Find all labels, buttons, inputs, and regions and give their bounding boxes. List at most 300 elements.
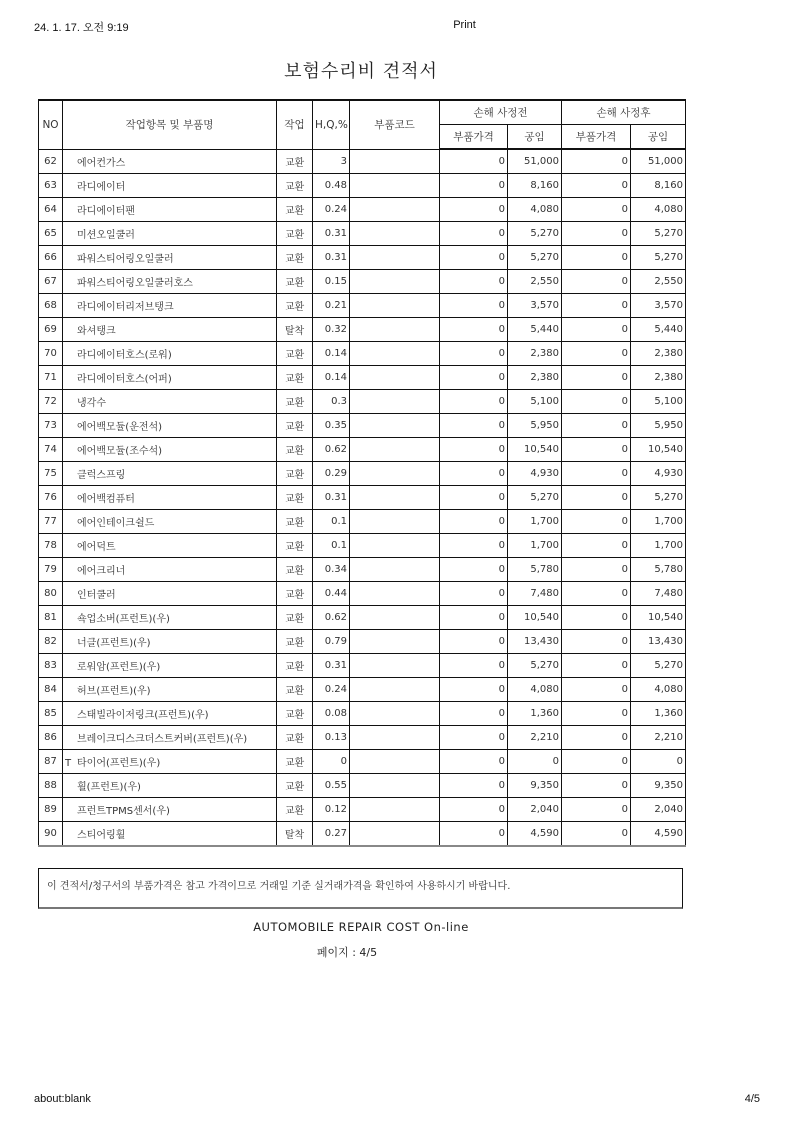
- row-before-labor: 5,270: [508, 486, 562, 510]
- row-after-part-price: 0: [562, 534, 631, 558]
- row-name: [63, 822, 277, 847]
- row-hq: 0: [313, 750, 350, 774]
- row-after-labor: 5,270: [631, 246, 686, 270]
- row-after-labor: 5,950: [631, 414, 686, 438]
- table-row: [39, 702, 686, 726]
- row-no: 62: [39, 149, 63, 174]
- row-no: 85: [39, 702, 63, 726]
- header-item-name: 작업항목 및 부품명: [63, 100, 277, 149]
- row-hq: 0.44: [313, 582, 350, 606]
- row-item-name: 스티어링휠: [77, 830, 126, 841]
- row-before-labor: 10,540: [508, 606, 562, 630]
- row-before-labor: 2,550: [508, 270, 562, 294]
- row-part-code: [350, 366, 440, 390]
- table-row: [39, 558, 686, 582]
- row-after-labor: 51,000: [631, 149, 686, 174]
- row-hq: 0.34: [313, 558, 350, 582]
- row-work: 탈착: [277, 318, 313, 342]
- row-name: [63, 462, 277, 486]
- row-work: 교환: [277, 630, 313, 654]
- row-part-code: [350, 678, 440, 702]
- row-work: 교환: [277, 246, 313, 270]
- row-before-part-price: 0: [440, 798, 508, 822]
- row-after-part-price: 0: [562, 582, 631, 606]
- row-part-code: [350, 726, 440, 750]
- row-name: [63, 198, 277, 222]
- row-after-labor: 9,350: [631, 774, 686, 798]
- row-after-part-price: 0: [562, 678, 631, 702]
- table-row: [39, 438, 686, 462]
- row-after-part-price: 0: [562, 462, 631, 486]
- row-before-part-price: 0: [440, 174, 508, 198]
- row-hq: 0.08: [313, 702, 350, 726]
- row-part-code: [350, 822, 440, 847]
- row-item-name: 클럭스프링: [77, 470, 126, 481]
- row-before-labor: 2,380: [508, 342, 562, 366]
- row-name: [63, 246, 277, 270]
- header-work: 작업: [277, 100, 313, 149]
- estimate-table: [38, 99, 686, 847]
- row-work: 교환: [277, 606, 313, 630]
- row-part-code: [350, 558, 440, 582]
- table-row: [39, 630, 686, 654]
- row-after-labor: 8,160: [631, 174, 686, 198]
- row-before-part-price: 0: [440, 654, 508, 678]
- row-no: 72: [39, 390, 63, 414]
- table-row: [39, 222, 686, 246]
- row-item-name: 에어덕트: [77, 542, 116, 553]
- row-no: 75: [39, 462, 63, 486]
- row-name: [63, 678, 277, 702]
- row-before-part-price: 0: [440, 414, 508, 438]
- row-item-name: 에어인테이크쉴드: [77, 518, 155, 529]
- row-item-name: 파워스티어링오일쿨러호스: [77, 278, 193, 289]
- row-before-labor: 51,000: [508, 149, 562, 174]
- row-part-code: [350, 774, 440, 798]
- row-hq: 0.79: [313, 630, 350, 654]
- row-after-part-price: 0: [562, 318, 631, 342]
- row-name: [63, 366, 277, 390]
- row-before-part-price: 0: [440, 774, 508, 798]
- table-row: [39, 510, 686, 534]
- row-before-part-price: 0: [440, 294, 508, 318]
- row-hq: 0.29: [313, 462, 350, 486]
- row-no: 67: [39, 270, 63, 294]
- row-work: 교환: [277, 798, 313, 822]
- row-no: 77: [39, 510, 63, 534]
- row-item-name: 허브(프런트)(우): [77, 686, 151, 697]
- row-name: [63, 390, 277, 414]
- row-work: 교환: [277, 462, 313, 486]
- table-row: [39, 414, 686, 438]
- row-after-labor: 5,270: [631, 654, 686, 678]
- row-after-part-price: 0: [562, 366, 631, 390]
- row-before-part-price: 0: [440, 510, 508, 534]
- row-name: [63, 438, 277, 462]
- table-row: [39, 246, 686, 270]
- row-name: [63, 294, 277, 318]
- row-part-code: [350, 462, 440, 486]
- row-work: 교환: [277, 582, 313, 606]
- row-no: 68: [39, 294, 63, 318]
- table-row: [39, 366, 686, 390]
- row-item-name: 라디에이터: [77, 182, 126, 193]
- header-after-part-price: 부품가격: [562, 125, 631, 150]
- row-item-name: 에어컨가스: [77, 157, 126, 169]
- price-notice: 이 견적서/청구서의 부품가격은 참고 가격이므로 거래일 기준 실거래가격을 확인하여 사용하시기 바랍니다.: [38, 868, 683, 909]
- row-name: [63, 534, 277, 558]
- row-after-part-price: 0: [562, 294, 631, 318]
- row-before-part-price: 0: [440, 534, 508, 558]
- row-hq: 0.27: [313, 822, 350, 847]
- row-after-part-price: 0: [562, 486, 631, 510]
- row-hq: 0.35: [313, 414, 350, 438]
- row-work: 교환: [277, 366, 313, 390]
- row-part-code: [350, 534, 440, 558]
- print-url: about:blank: [34, 1093, 91, 1105]
- table-row: [39, 149, 686, 174]
- row-after-labor: 0: [631, 750, 686, 774]
- row-item-name: 에어백컴퓨터: [77, 494, 135, 505]
- table-row: [39, 270, 686, 294]
- row-work: 교환: [277, 149, 313, 174]
- row-hq: 0.31: [313, 486, 350, 510]
- row-work: 교환: [277, 390, 313, 414]
- row-item-name: 프런트TPMS센서(우): [77, 806, 170, 817]
- row-no: 80: [39, 582, 63, 606]
- header-after-assessment: 손해 사정후: [562, 100, 686, 125]
- row-part-code: [350, 630, 440, 654]
- row-mark: T: [65, 758, 72, 769]
- row-after-part-price: 0: [562, 198, 631, 222]
- table-row: [39, 198, 686, 222]
- row-work: 교환: [277, 198, 313, 222]
- row-before-labor: 5,100: [508, 390, 562, 414]
- row-after-part-price: 0: [562, 438, 631, 462]
- row-before-labor: 2,380: [508, 366, 562, 390]
- row-before-part-price: 0: [440, 486, 508, 510]
- row-name: [63, 606, 277, 630]
- row-after-part-price: 0: [562, 174, 631, 198]
- row-before-part-price: 0: [440, 198, 508, 222]
- row-item-name: 브레이크디스크더스트커버(프런트)(우): [77, 734, 248, 745]
- row-work: 교환: [277, 174, 313, 198]
- row-hq: 0.48: [313, 174, 350, 198]
- row-work: 교환: [277, 486, 313, 510]
- row-after-part-price: 0: [562, 222, 631, 246]
- row-before-labor: 4,930: [508, 462, 562, 486]
- row-no: 82: [39, 630, 63, 654]
- row-name: [63, 270, 277, 294]
- row-hq: 0.1: [313, 534, 350, 558]
- row-name: [63, 630, 277, 654]
- row-after-labor: 4,590: [631, 822, 686, 847]
- row-after-part-price: 0: [562, 342, 631, 366]
- print-datetime: 24. 1. 17. 오전 9:19: [34, 22, 129, 34]
- row-before-part-price: 0: [440, 149, 508, 174]
- row-hq: 0.32: [313, 318, 350, 342]
- row-part-code: [350, 606, 440, 630]
- row-before-labor: 8,160: [508, 174, 562, 198]
- table-row: [39, 750, 686, 774]
- row-work: 교환: [277, 678, 313, 702]
- row-hq: 0.1: [313, 510, 350, 534]
- row-no: 84: [39, 678, 63, 702]
- row-after-labor: 13,430: [631, 630, 686, 654]
- row-part-code: [350, 246, 440, 270]
- row-work: 교환: [277, 438, 313, 462]
- header-part-code: 부품코드: [350, 100, 440, 149]
- row-item-name: 라디에이터팬: [77, 206, 135, 217]
- row-part-code: [350, 198, 440, 222]
- row-work: 교환: [277, 750, 313, 774]
- row-hq: 0.14: [313, 366, 350, 390]
- row-before-labor: 0: [508, 750, 562, 774]
- row-after-labor: 2,210: [631, 726, 686, 750]
- row-hq: 0.24: [313, 678, 350, 702]
- row-name: [63, 654, 277, 678]
- row-item-name: 너클(프런트)(우): [77, 638, 151, 649]
- row-no: 78: [39, 534, 63, 558]
- row-before-labor: 5,440: [508, 318, 562, 342]
- row-no: 70: [39, 342, 63, 366]
- row-name: [63, 342, 277, 366]
- row-name: [63, 798, 277, 822]
- row-before-labor: 5,270: [508, 654, 562, 678]
- row-name: [63, 414, 277, 438]
- row-item-name: 와셔탱크: [77, 326, 116, 337]
- row-work: 교환: [277, 270, 313, 294]
- row-item-name: 휠(프런트)(우): [77, 782, 141, 793]
- row-after-labor: 5,100: [631, 390, 686, 414]
- row-name: [63, 149, 277, 174]
- row-after-labor: 3,570: [631, 294, 686, 318]
- row-after-labor: 2,380: [631, 342, 686, 366]
- table-row: [39, 798, 686, 822]
- table-row: [39, 294, 686, 318]
- row-before-labor: 4,590: [508, 822, 562, 847]
- row-part-code: [350, 390, 440, 414]
- brand-footer: AUTOMOBILE REPAIR COST On-line: [253, 920, 469, 934]
- row-name: [63, 318, 277, 342]
- row-name: [63, 486, 277, 510]
- table-row: [39, 534, 686, 558]
- row-item-name: 라디에이터호스(어퍼): [77, 374, 172, 385]
- row-part-code: [350, 798, 440, 822]
- row-part-code: [350, 702, 440, 726]
- row-before-part-price: 0: [440, 270, 508, 294]
- row-item-name: 스태빌라이저링크(프런트)(우): [77, 710, 209, 721]
- row-before-labor: 1,700: [508, 534, 562, 558]
- row-after-labor: 4,080: [631, 198, 686, 222]
- row-work: 교환: [277, 510, 313, 534]
- row-part-code: [350, 342, 440, 366]
- row-work: 교환: [277, 558, 313, 582]
- row-before-labor: 4,080: [508, 678, 562, 702]
- row-name: [63, 750, 277, 774]
- row-before-labor: 10,540: [508, 438, 562, 462]
- row-part-code: [350, 270, 440, 294]
- row-before-part-price: 0: [440, 246, 508, 270]
- row-work: 교환: [277, 342, 313, 366]
- row-hq: 0.15: [313, 270, 350, 294]
- row-after-part-price: 0: [562, 798, 631, 822]
- row-part-code: [350, 149, 440, 174]
- row-hq: 0.21: [313, 294, 350, 318]
- row-after-labor: 2,550: [631, 270, 686, 294]
- table-row: [39, 774, 686, 798]
- row-item-name: 쇽업소버(프런트)(우): [77, 614, 170, 625]
- table-row: [39, 342, 686, 366]
- row-hq: 0.3: [313, 390, 350, 414]
- row-no: 76: [39, 486, 63, 510]
- row-hq: 0.14: [313, 342, 350, 366]
- row-before-part-price: 0: [440, 582, 508, 606]
- row-no: 79: [39, 558, 63, 582]
- row-before-labor: 1,700: [508, 510, 562, 534]
- row-after-labor: 2,040: [631, 798, 686, 822]
- row-after-labor: 4,080: [631, 678, 686, 702]
- row-item-name: 에어크리너: [77, 566, 126, 577]
- row-after-part-price: 0: [562, 630, 631, 654]
- page-number: 페이지 : 4/5: [316, 946, 378, 959]
- row-hq: 0.31: [313, 246, 350, 270]
- row-hq: 0.55: [313, 774, 350, 798]
- row-before-part-price: 0: [440, 702, 508, 726]
- header-no: NO: [39, 100, 63, 149]
- row-before-part-price: 0: [440, 606, 508, 630]
- print-header-title: Print: [453, 19, 476, 31]
- header-after-labor: 공임: [631, 125, 686, 150]
- row-before-labor: 5,270: [508, 222, 562, 246]
- row-hq: 0.62: [313, 606, 350, 630]
- row-hq: 0.31: [313, 654, 350, 678]
- row-before-part-price: 0: [440, 318, 508, 342]
- row-after-labor: 10,540: [631, 438, 686, 462]
- row-before-part-price: 0: [440, 390, 508, 414]
- table-row: [39, 654, 686, 678]
- row-no: 83: [39, 654, 63, 678]
- row-part-code: [350, 654, 440, 678]
- row-before-labor: 13,430: [508, 630, 562, 654]
- row-before-part-price: 0: [440, 462, 508, 486]
- row-after-labor: 5,780: [631, 558, 686, 582]
- row-no: 71: [39, 366, 63, 390]
- row-after-part-price: 0: [562, 246, 631, 270]
- header-before-labor: 공임: [508, 125, 562, 150]
- row-before-part-price: 0: [440, 558, 508, 582]
- row-item-name: 파워스티어링오일쿨러: [77, 254, 174, 265]
- row-before-part-price: 0: [440, 630, 508, 654]
- row-part-code: [350, 750, 440, 774]
- row-no: 86: [39, 726, 63, 750]
- row-hq: 0.31: [313, 222, 350, 246]
- row-after-part-price: 0: [562, 726, 631, 750]
- row-before-part-price: 0: [440, 366, 508, 390]
- row-after-part-price: 0: [562, 510, 631, 534]
- row-part-code: [350, 510, 440, 534]
- row-item-name: 라디에이터리저브탱크: [77, 302, 174, 313]
- row-hq: 3: [313, 149, 350, 174]
- row-part-code: [350, 318, 440, 342]
- table-row: [39, 390, 686, 414]
- row-work: 교환: [277, 534, 313, 558]
- row-item-name: 인터쿨러: [77, 590, 116, 601]
- row-item-name: 에어백모듈(조수석): [77, 446, 163, 457]
- row-no: 73: [39, 414, 63, 438]
- row-no: 66: [39, 246, 63, 270]
- row-no: 69: [39, 318, 63, 342]
- row-after-labor: 2,380: [631, 366, 686, 390]
- row-no: 65: [39, 222, 63, 246]
- row-no: 64: [39, 198, 63, 222]
- row-work: 교환: [277, 414, 313, 438]
- table-row: [39, 822, 686, 847]
- row-after-labor: 1,700: [631, 510, 686, 534]
- row-before-part-price: 0: [440, 342, 508, 366]
- row-name: [63, 702, 277, 726]
- row-name: [63, 510, 277, 534]
- row-no: 88: [39, 774, 63, 798]
- row-before-labor: 2,210: [508, 726, 562, 750]
- table-row: [39, 582, 686, 606]
- row-before-part-price: 0: [440, 726, 508, 750]
- row-part-code: [350, 294, 440, 318]
- row-after-labor: 5,270: [631, 486, 686, 510]
- header-hq: H,Q,%: [313, 100, 350, 149]
- row-before-part-price: 0: [440, 438, 508, 462]
- row-after-part-price: 0: [562, 606, 631, 630]
- table-row: [39, 606, 686, 630]
- row-item-name: 로워암(프런트)(우): [77, 662, 161, 673]
- row-name: [63, 558, 277, 582]
- row-after-labor: 1,360: [631, 702, 686, 726]
- row-no: 90: [39, 822, 63, 847]
- row-after-part-price: 0: [562, 654, 631, 678]
- row-before-labor: 9,350: [508, 774, 562, 798]
- row-item-name: 미션오일쿨러: [77, 230, 135, 241]
- row-item-name: 냉각수: [77, 398, 106, 409]
- row-after-part-price: 0: [562, 822, 631, 847]
- row-after-labor: 4,930: [631, 462, 686, 486]
- row-part-code: [350, 486, 440, 510]
- row-name: [63, 222, 277, 246]
- row-before-labor: 2,040: [508, 798, 562, 822]
- table-row: [39, 174, 686, 198]
- row-after-labor: 5,440: [631, 318, 686, 342]
- row-part-code: [350, 438, 440, 462]
- table-row: [39, 486, 686, 510]
- row-before-part-price: 0: [440, 222, 508, 246]
- row-before-labor: 4,080: [508, 198, 562, 222]
- row-after-part-price: 0: [562, 390, 631, 414]
- row-name: [63, 774, 277, 798]
- row-before-part-price: 0: [440, 678, 508, 702]
- row-after-labor: 5,270: [631, 222, 686, 246]
- row-after-labor: 10,540: [631, 606, 686, 630]
- row-work: 교환: [277, 294, 313, 318]
- row-after-part-price: 0: [562, 750, 631, 774]
- row-work: 교환: [277, 702, 313, 726]
- row-work: 교환: [277, 726, 313, 750]
- row-work: 교환: [277, 222, 313, 246]
- row-after-part-price: 0: [562, 774, 631, 798]
- row-after-part-price: 0: [562, 702, 631, 726]
- row-after-part-price: 0: [562, 414, 631, 438]
- row-before-labor: 7,480: [508, 582, 562, 606]
- row-name: [63, 582, 277, 606]
- row-no: 63: [39, 174, 63, 198]
